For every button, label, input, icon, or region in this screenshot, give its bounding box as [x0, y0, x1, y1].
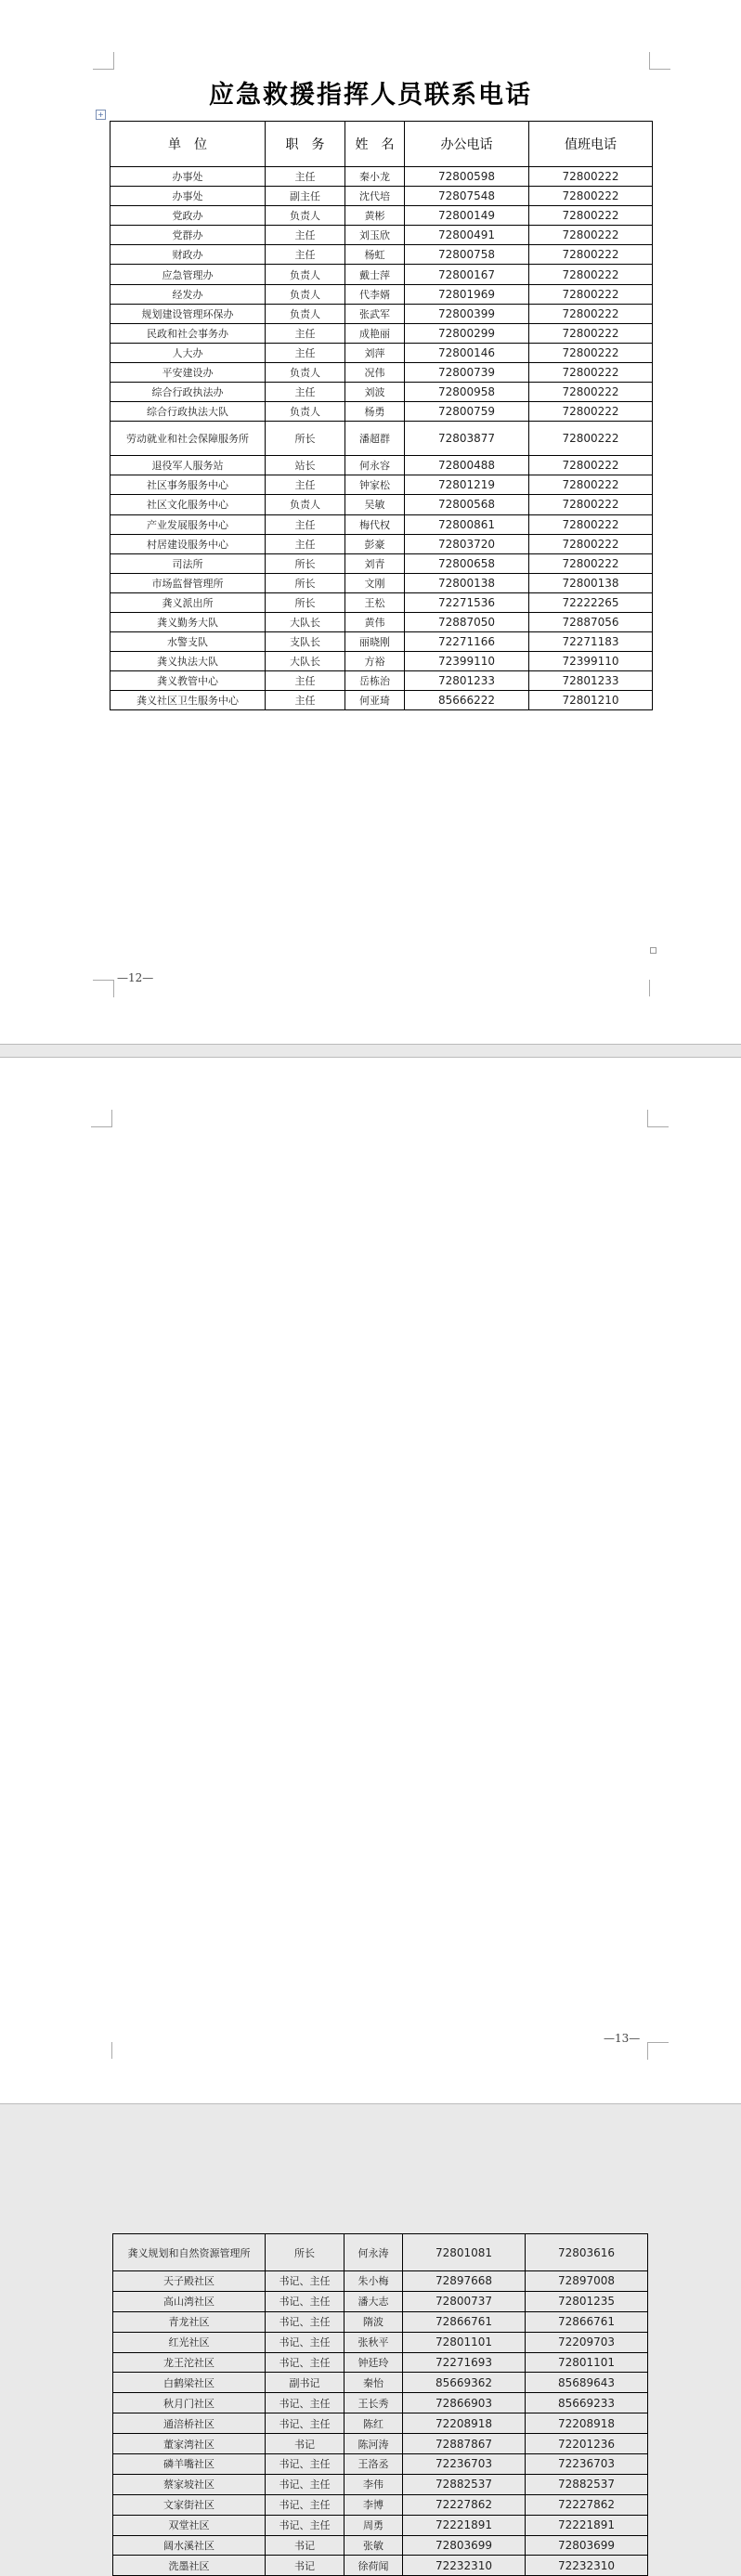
table-header-row — [110, 122, 653, 167]
cell-unit: 规划建设管理环保办 — [110, 304, 266, 323]
cell-unit: 司法所 — [110, 553, 266, 573]
cell-position: 负责人 — [266, 362, 345, 382]
cell-office-phone: 72800399 — [405, 304, 529, 323]
cell-position: 主任 — [266, 245, 345, 265]
document-page-2 — [0, 1057, 741, 2572]
cell-position: 书记、主任 — [266, 2311, 344, 2332]
cell-office-phone: 72882537 — [403, 2474, 526, 2494]
cell-position: 支队长 — [266, 632, 345, 652]
cell-unit: 水警支队 — [110, 632, 266, 652]
cell-position: 大队长 — [266, 652, 345, 671]
cell-unit: 党群办 — [110, 226, 266, 245]
cell-office-phone: 72221891 — [403, 2515, 526, 2535]
cell-office-phone: 72801233 — [405, 671, 529, 691]
cell-office-phone: 72800739 — [405, 362, 529, 382]
cell-unit: 磷羊嘴社区 — [113, 2454, 266, 2475]
cell-unit: 党政办 — [110, 206, 266, 226]
cell-unit: 红光社区 — [113, 2332, 266, 2352]
cell-name: 张秋平 — [344, 2332, 403, 2352]
cell-duty-phone: 72897008 — [526, 2271, 648, 2292]
cell-name: 杨勇 — [345, 402, 405, 422]
cell-duty-phone: 72801210 — [529, 691, 653, 710]
header-unit: 单 位 — [110, 122, 266, 167]
cell-office-phone: 72800759 — [405, 402, 529, 422]
cell-position: 书记、主任 — [266, 2352, 344, 2373]
cell-name: 徐荷闻 — [344, 2556, 403, 2576]
crop-mark-bottom-left — [93, 980, 114, 997]
cell-duty-phone: 85669233 — [526, 2393, 648, 2413]
cell-name: 张敏 — [344, 2535, 403, 2556]
table-row — [113, 2535, 648, 2556]
cell-name: 成艳丽 — [345, 323, 405, 343]
table-resize-handle[interactable] — [650, 947, 656, 954]
table-move-handle-icon[interactable]: + — [96, 110, 106, 120]
cell-name: 丽晓刚 — [345, 632, 405, 652]
table-row — [110, 422, 653, 456]
cell-office-phone: 72271693 — [403, 2352, 526, 2373]
header-office-phone: 办公电话 — [405, 122, 529, 167]
cell-unit: 办事处 — [110, 187, 266, 206]
cell-duty-phone: 85689643 — [526, 2373, 648, 2393]
table-row — [110, 402, 653, 422]
cell-unit: 龚义规划和自然资源管理所 — [113, 2234, 266, 2271]
cell-unit: 办事处 — [110, 167, 266, 187]
cell-unit: 通涪桥社区 — [113, 2413, 266, 2434]
table-row — [110, 553, 653, 573]
cell-position: 所长 — [266, 573, 345, 592]
cell-duty-phone: 72882537 — [526, 2474, 648, 2494]
crop-mark-top-right — [649, 52, 670, 70]
cell-office-phone: 72801081 — [403, 2234, 526, 2271]
cell-position: 主任 — [266, 323, 345, 343]
cell-position: 所长 — [266, 592, 345, 612]
cell-duty-phone: 72209703 — [526, 2332, 648, 2352]
cell-duty-phone: 72800138 — [529, 573, 653, 592]
contact-table-page-2 — [112, 2233, 648, 2576]
cell-duty-phone: 72800222 — [529, 245, 653, 265]
cell-position: 书记 — [266, 2535, 344, 2556]
cell-name: 梅代权 — [345, 514, 405, 534]
cell-position: 主任 — [266, 691, 345, 710]
table-row — [110, 612, 653, 631]
table-row — [110, 304, 653, 323]
cell-name: 潘大志 — [344, 2291, 403, 2311]
cell-office-phone: 72801969 — [405, 284, 529, 304]
cell-unit: 龚义派出所 — [110, 592, 266, 612]
cell-unit: 高山湾社区 — [113, 2291, 266, 2311]
cell-duty-phone: 72201236 — [526, 2434, 648, 2454]
header-duty-phone: 值班电话 — [529, 122, 653, 167]
cell-office-phone: 72800491 — [405, 226, 529, 245]
cell-office-phone: 72236703 — [403, 2454, 526, 2475]
cell-office-phone: 72800167 — [405, 265, 529, 284]
cell-office-phone: 72866903 — [403, 2393, 526, 2413]
cell-duty-phone: 72800222 — [529, 284, 653, 304]
cell-office-phone: 72800861 — [405, 514, 529, 534]
cell-duty-phone: 72800222 — [529, 362, 653, 382]
cell-unit: 龚义执法大队 — [110, 652, 266, 671]
table-row — [113, 2393, 648, 2413]
cell-duty-phone: 72800222 — [529, 343, 653, 362]
cell-position: 主任 — [266, 514, 345, 534]
cell-name: 周勇 — [344, 2515, 403, 2535]
cell-unit: 龙王沱社区 — [113, 2352, 266, 2373]
cell-name: 钟廷玲 — [344, 2352, 403, 2373]
table-row — [113, 2271, 648, 2292]
cell-name: 朱小梅 — [344, 2271, 403, 2292]
cell-unit: 应急管理办 — [110, 265, 266, 284]
cell-office-phone: 72208918 — [403, 2413, 526, 2434]
cell-position: 书记、主任 — [266, 2393, 344, 2413]
cell-name: 杨虹 — [345, 245, 405, 265]
document-page-1 — [0, 0, 741, 1045]
table-row — [110, 514, 653, 534]
cell-office-phone: 72866761 — [403, 2311, 526, 2332]
cell-position: 书记、主任 — [266, 2474, 344, 2494]
cell-duty-phone: 72800222 — [529, 167, 653, 187]
cell-position: 所长 — [266, 422, 345, 456]
cell-unit: 龚义社区卫生服务中心 — [110, 691, 266, 710]
cell-office-phone: 72800958 — [405, 383, 529, 402]
cell-unit: 劳动就业和社会保障服务所 — [110, 422, 266, 456]
cell-position: 书记、主任 — [266, 2515, 344, 2535]
crop-mark-top-right — [647, 1110, 669, 1127]
cell-office-phone: 72399110 — [405, 652, 529, 671]
cell-office-phone: 72227862 — [403, 2494, 526, 2515]
cell-office-phone: 72897668 — [403, 2271, 526, 2292]
cell-duty-phone: 72800222 — [529, 422, 653, 456]
cell-duty-phone: 72800222 — [529, 402, 653, 422]
table-row — [113, 2413, 648, 2434]
cell-name: 岳栋治 — [345, 671, 405, 691]
cell-duty-phone: 72803699 — [526, 2535, 648, 2556]
cell-name: 方裕 — [345, 652, 405, 671]
cell-name: 隋波 — [344, 2311, 403, 2332]
cell-name: 刘玉欣 — [345, 226, 405, 245]
cell-unit: 产业发展服务中心 — [110, 514, 266, 534]
table-row — [110, 284, 653, 304]
cell-position: 主任 — [266, 671, 345, 691]
cell-duty-phone: 72271183 — [529, 632, 653, 652]
table-row — [113, 2234, 648, 2271]
cell-office-phone: 72271536 — [405, 592, 529, 612]
cell-office-phone: 85666222 — [405, 691, 529, 710]
cell-name: 刘萍 — [345, 343, 405, 362]
page-number: —13— — [604, 2032, 641, 2045]
cell-name: 王洛丞 — [344, 2454, 403, 2475]
cell-office-phone: 72801219 — [405, 475, 529, 495]
cell-unit: 龚义勤务大队 — [110, 612, 266, 631]
cell-duty-phone: 72227862 — [526, 2494, 648, 2515]
table-row — [110, 592, 653, 612]
cell-office-phone: 72801101 — [403, 2332, 526, 2352]
table-row — [110, 187, 653, 206]
cell-office-phone: 72803699 — [403, 2535, 526, 2556]
cell-duty-phone: 72800222 — [529, 553, 653, 573]
cell-name: 钟家松 — [345, 475, 405, 495]
table-row — [110, 652, 653, 671]
cell-position: 书记、主任 — [266, 2271, 344, 2292]
cell-unit: 民政和社会事务办 — [110, 323, 266, 343]
table-row — [113, 2434, 648, 2454]
table-row — [110, 362, 653, 382]
cell-duty-phone: 72800222 — [529, 475, 653, 495]
cell-office-phone: 72800299 — [405, 323, 529, 343]
cell-office-phone: 72803720 — [405, 534, 529, 553]
cell-duty-phone: 72236703 — [526, 2454, 648, 2475]
cell-position: 主任 — [266, 226, 345, 245]
table-row — [113, 2515, 648, 2535]
table-row — [110, 167, 653, 187]
cell-name: 沈代培 — [345, 187, 405, 206]
cell-position: 副书记 — [266, 2373, 344, 2393]
cell-duty-phone: 72800222 — [529, 495, 653, 514]
cell-unit: 天子殿社区 — [113, 2271, 266, 2292]
cell-duty-phone: 72887056 — [529, 612, 653, 631]
crop-mark-bottom-right — [647, 2042, 669, 2060]
cell-position: 书记、主任 — [266, 2413, 344, 2434]
table-row — [113, 2494, 648, 2515]
cell-name: 吴敏 — [345, 495, 405, 514]
cell-name: 黄彬 — [345, 206, 405, 226]
cell-name: 李博 — [344, 2494, 403, 2515]
cell-duty-phone: 72800222 — [529, 304, 653, 323]
cell-office-phone: 72232310 — [403, 2556, 526, 2576]
cell-office-phone: 72800568 — [405, 495, 529, 514]
table-row — [110, 456, 653, 475]
header-name: 姓 名 — [345, 122, 405, 167]
document-title: 应急救援指挥人员联系电话 — [209, 81, 532, 110]
cell-position: 主任 — [266, 167, 345, 187]
contact-table-page-1 — [110, 121, 653, 710]
cell-position: 大队长 — [266, 612, 345, 631]
cell-position: 副主任 — [266, 187, 345, 206]
cell-position: 书记 — [266, 2556, 344, 2576]
table-row — [110, 265, 653, 284]
cell-position: 书记、主任 — [266, 2291, 344, 2311]
cell-position: 所长 — [266, 553, 345, 573]
cell-position: 主任 — [266, 383, 345, 402]
cell-office-phone: 72800658 — [405, 553, 529, 573]
cell-position: 书记、主任 — [266, 2332, 344, 2352]
cell-duty-phone: 72803616 — [526, 2234, 648, 2271]
cell-position: 所长 — [266, 2234, 344, 2271]
cell-unit: 综合行政执法大队 — [110, 402, 266, 422]
table-row — [110, 573, 653, 592]
cell-position: 负责人 — [266, 304, 345, 323]
cell-duty-phone: 72221891 — [526, 2515, 648, 2535]
table-row — [110, 343, 653, 362]
crop-mark-top-left — [93, 52, 114, 70]
cell-duty-phone: 72222265 — [529, 592, 653, 612]
cell-position: 主任 — [266, 475, 345, 495]
cell-unit: 蔡家坡社区 — [113, 2474, 266, 2494]
table-row — [113, 2311, 648, 2332]
cell-position: 书记、主任 — [266, 2494, 344, 2515]
table-row — [110, 534, 653, 553]
cell-duty-phone: 72801235 — [526, 2291, 648, 2311]
cell-unit: 人大办 — [110, 343, 266, 362]
cell-office-phone: 72271166 — [405, 632, 529, 652]
table-row — [113, 2556, 648, 2576]
cell-position: 主任 — [266, 534, 345, 553]
cell-duty-phone: 72800222 — [529, 534, 653, 553]
cell-unit: 财政办 — [110, 245, 266, 265]
cell-office-phone: 72800149 — [405, 206, 529, 226]
table-row — [110, 632, 653, 652]
cell-duty-phone: 72866761 — [526, 2311, 648, 2332]
crop-mark-bottom-left — [111, 2042, 112, 2059]
cell-name: 况伟 — [345, 362, 405, 382]
cell-unit: 市场监督管理所 — [110, 573, 266, 592]
cell-position: 书记、主任 — [266, 2454, 344, 2475]
cell-office-phone: 72800737 — [403, 2291, 526, 2311]
cell-unit: 退役军人服务站 — [110, 456, 266, 475]
cell-office-phone: 85669362 — [403, 2373, 526, 2393]
crop-mark-top-left — [91, 1110, 112, 1127]
cell-duty-phone: 72800222 — [529, 514, 653, 534]
cell-name: 陈红 — [344, 2413, 403, 2434]
cell-unit: 洗墨社区 — [113, 2556, 266, 2576]
cell-unit: 村居建设服务中心 — [110, 534, 266, 553]
cell-duty-phone: 72208918 — [526, 2413, 648, 2434]
cell-duty-phone: 72800222 — [529, 323, 653, 343]
cell-office-phone: 72887867 — [403, 2434, 526, 2454]
cell-position: 负责人 — [266, 402, 345, 422]
cell-duty-phone: 72399110 — [529, 652, 653, 671]
page-number: —12— — [117, 971, 154, 984]
cell-office-phone: 72800598 — [405, 167, 529, 187]
table-row — [110, 383, 653, 402]
cell-name: 何永涛 — [344, 2234, 403, 2271]
cell-unit: 秋月门社区 — [113, 2393, 266, 2413]
cell-unit: 董家湾社区 — [113, 2434, 266, 2454]
table-row — [110, 245, 653, 265]
cell-name: 刘青 — [345, 553, 405, 573]
cell-name: 戴士萍 — [345, 265, 405, 284]
cell-unit: 社区事务服务中心 — [110, 475, 266, 495]
cell-unit: 双堂社区 — [113, 2515, 266, 2535]
cell-unit: 经发办 — [110, 284, 266, 304]
cell-name: 何永容 — [345, 456, 405, 475]
table-row — [113, 2291, 648, 2311]
cell-unit: 龚义教管中心 — [110, 671, 266, 691]
table-row — [113, 2373, 648, 2393]
cell-position: 负责人 — [266, 265, 345, 284]
cell-name: 王松 — [345, 592, 405, 612]
cell-name: 陈河涛 — [344, 2434, 403, 2454]
cell-office-phone: 72803877 — [405, 422, 529, 456]
cell-position: 书记 — [266, 2434, 344, 2454]
cell-position: 负责人 — [266, 495, 345, 514]
cell-unit: 白鹤梁社区 — [113, 2373, 266, 2393]
cell-name: 彭豪 — [345, 534, 405, 553]
table-row — [113, 2454, 648, 2475]
cell-unit: 平安建设办 — [110, 362, 266, 382]
table-row — [113, 2352, 648, 2373]
cell-name: 刘波 — [345, 383, 405, 402]
cell-name: 何亚琦 — [345, 691, 405, 710]
cell-name: 文刚 — [345, 573, 405, 592]
cell-unit: 青龙社区 — [113, 2311, 266, 2332]
cell-duty-phone: 72800222 — [529, 456, 653, 475]
cell-name: 黄伟 — [345, 612, 405, 631]
cell-name: 秦小龙 — [345, 167, 405, 187]
cell-name: 秦怡 — [344, 2373, 403, 2393]
cell-office-phone: 72807548 — [405, 187, 529, 206]
table-row — [113, 2332, 648, 2352]
table-row — [110, 206, 653, 226]
cell-office-phone: 72800138 — [405, 573, 529, 592]
cell-unit: 阔水溪社区 — [113, 2535, 266, 2556]
table-row — [110, 226, 653, 245]
table-row — [113, 2474, 648, 2494]
cell-name: 王长秀 — [344, 2393, 403, 2413]
header-position: 职 务 — [266, 122, 345, 167]
cell-office-phone: 72800758 — [405, 245, 529, 265]
cell-duty-phone: 72800222 — [529, 206, 653, 226]
cell-office-phone: 72887050 — [405, 612, 529, 631]
cell-unit: 社区文化服务中心 — [110, 495, 266, 514]
cell-duty-phone: 72801101 — [526, 2352, 648, 2373]
cell-duty-phone: 72800222 — [529, 265, 653, 284]
cell-duty-phone: 72800222 — [529, 187, 653, 206]
cell-office-phone: 72800488 — [405, 456, 529, 475]
table-row — [110, 691, 653, 710]
table-row — [110, 671, 653, 691]
table-row — [110, 323, 653, 343]
table-row — [110, 475, 653, 495]
table-row — [110, 495, 653, 514]
cell-office-phone: 72800146 — [405, 343, 529, 362]
cell-position: 主任 — [266, 343, 345, 362]
cell-name: 张武军 — [345, 304, 405, 323]
cell-name: 代李婿 — [345, 284, 405, 304]
cell-unit: 综合行政执法办 — [110, 383, 266, 402]
cell-duty-phone: 72800222 — [529, 226, 653, 245]
cell-duty-phone: 72801233 — [529, 671, 653, 691]
cell-duty-phone: 72232310 — [526, 2556, 648, 2576]
cell-position: 负责人 — [266, 284, 345, 304]
cell-name: 李伟 — [344, 2474, 403, 2494]
crop-mark-bottom-right — [649, 980, 650, 996]
cell-position: 负责人 — [266, 206, 345, 226]
cell-position: 站长 — [266, 456, 345, 475]
cell-name: 潘超群 — [345, 422, 405, 456]
cell-duty-phone: 72800222 — [529, 383, 653, 402]
cell-unit: 文家街社区 — [113, 2494, 266, 2515]
